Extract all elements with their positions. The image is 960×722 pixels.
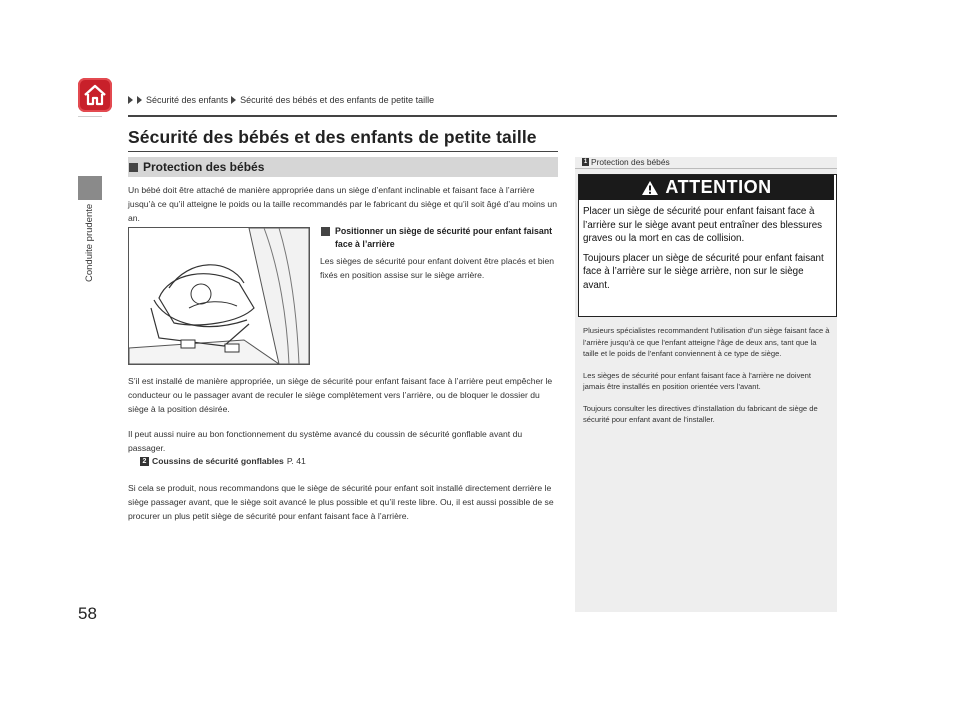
page-number: 58 [78, 604, 97, 623]
crossref-page: P. 41 [286, 456, 306, 466]
sidebar-notes [583, 325, 831, 436]
crossref-link[interactable] [140, 456, 306, 466]
sidebar-note: Toujours consulter les directives d’installation du fabricant de siège de sécurité pour enfant avant de l’installer. [583, 403, 818, 424]
breadcrumb-arrow-icon [137, 96, 142, 104]
square-bullet-icon [129, 163, 138, 172]
chapter-tab-marker[interactable] [78, 176, 102, 200]
sidebar-heading-text: Protection des bébés [591, 157, 670, 167]
body-paragraph: Si cela se produit, nous recommandons que le siège de sécurité pour enfant soit installé directement derrière le siège passager avant, que le siège soit avancé le plus possible et qu’il reste libre. Ou, il est aussi possible de se procurer un plus petit siège de sécurité pour enfant faisant face à l’arrière. [128, 483, 554, 521]
intro-paragraph: Un bébé doit être attaché de manière appropriée dans un siège d’enfant inclinable et faisant face à l’arrière jusqu’à ce qu’il atteigne le poids ou la taille recommandés par le fabricant du siège et qu’il soit âgé d’au moins un an. [128, 185, 557, 223]
subsection-heading-text: Positionner un siège de sécurité pour enfant faisant face à l’arrière [335, 226, 553, 249]
attention-text [583, 205, 831, 298]
crossref-arrow-icon: 2 [140, 457, 149, 466]
square-bullet-icon [321, 227, 330, 236]
rail-divider [78, 116, 102, 117]
sidebar-note: Les sièges de sécurité pour enfant faisant face à l’arrière ne doivent jamais être installés en position orientée vers l’avant. [583, 370, 811, 391]
sidebar-note: Plusieurs spécialistes recommandent l’utilisation d’un siège faisant face à l’arrière jusqu’à ce que l’enfant atteigne l’âge de deux ans, tant que la taille et le poids de l’enfant conviennent à ce type de siège. [583, 326, 830, 358]
home-button[interactable] [78, 78, 112, 112]
breadcrumb-arrow-icon [231, 96, 236, 104]
header-rule [128, 115, 837, 117]
attention-paragraph: Toujours placer un siège de sécurité pour enfant faisant face à l’arrière sur le siège arrière, non sur le siège avant. [583, 252, 824, 291]
chapter-label: Conduite prudente [84, 204, 95, 283]
note-marker-icon: 1 [583, 159, 588, 165]
rear-facing-seat-illustration [128, 227, 310, 365]
attention-title: ATTENTION [665, 177, 772, 197]
attention-header [579, 175, 834, 200]
body-paragraph: S’il est installé de manière appropriée, un siège de sécurité pour enfant faisant face à l’arrière peut empêcher le conducteur ou le passager avant de reculer le siège complètement vers l’arrière, ou de bloquer le dossier du siège à la position désirée. [128, 376, 553, 414]
section-header [128, 157, 558, 177]
breadcrumb-item[interactable]: Sécurité des bébés et des enfants de petite taille [240, 95, 435, 105]
sidebar-heading-rule [575, 168, 837, 169]
attention-paragraph: Placer un siège de sécurité pour enfant faisant face à l’arrière sur le siège avant peut entraîner des blessures graves ou la mort en cas de collision. [583, 206, 823, 244]
breadcrumb-item[interactable]: Sécurité des enfants [146, 95, 229, 105]
subsection-paragraph: Les sièges de sécurité pour enfant doivent être placés et bien fixés en position assise sur le siège arrière. [320, 256, 555, 280]
body-paragraph: Il peut aussi nuire au bon fonctionnement du système avancé du coussin de sécurité gonflable avant du passager. [128, 429, 523, 453]
breadcrumb-arrow-icon [128, 96, 133, 104]
breadcrumb [128, 95, 434, 105]
sidebar-heading [582, 157, 670, 167]
warning-icon [641, 180, 659, 196]
section-header-label: Protection des bébés [143, 160, 265, 174]
title-rule [128, 151, 558, 152]
home-icon [83, 84, 107, 106]
subsection-heading [320, 225, 560, 251]
crossref-label: Coussins de sécurité gonflables [152, 456, 284, 466]
page-title: Sécurité des bébés et des enfants de petite taille [128, 127, 537, 147]
